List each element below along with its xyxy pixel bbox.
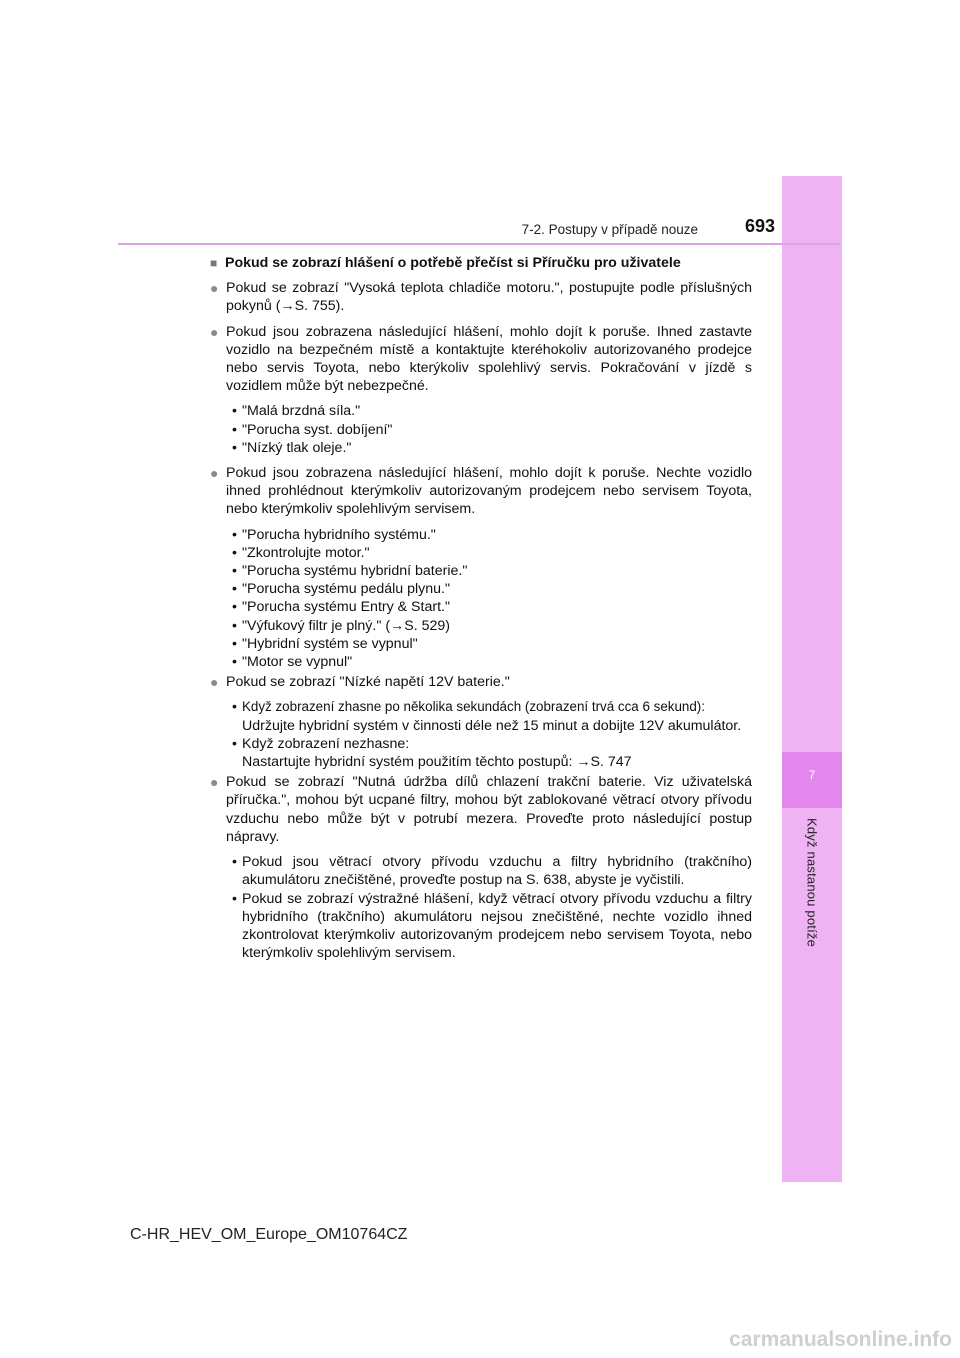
bullet-icon: • [232,890,237,907]
chapter-sidebar [782,176,842,1182]
instruction-action: Udržujte hybridní systém v činnosti déle než 15 minut a dobijte 12V akumulátor. [242,717,742,734]
header-divider [118,243,840,245]
section-heading [210,254,752,272]
circle-bullet-icon: ● [210,674,219,691]
circle-bullet-icon: ● [210,280,219,297]
instruction-item [226,853,752,889]
bullet-icon: • [232,526,237,543]
bullet-icon: • [232,563,237,580]
message-text: "Výfukový filtr je plný." (→S. 529) [242,617,450,634]
list-item-text: Pokud se zobrazí "Nízké napětí 12V baterie." [226,674,510,691]
message-item [226,598,752,616]
list-item-text: Pokud se zobrazí "Vysoká teplota chladiče motoru.", postupujte podle příslušných pokynů (→S. 755). [226,280,752,315]
message-item [226,635,752,653]
message-text: "Porucha syst. dobíjení" [242,421,393,438]
bullet-icon: • [232,403,237,420]
instruction-list [226,698,752,771]
bullet-icon: • [232,439,237,456]
message-item [226,653,752,671]
circle-bullet-icon: ● [210,323,219,340]
message-item [226,526,752,544]
list-item [210,464,752,519]
instruction-condition: Když zobrazení zhasne po několika sekundách (zobrazení trvá cca 6 sekund): [242,699,705,715]
message-list [226,402,752,457]
instruction-text [242,735,752,771]
message-text: "Nízký tlak oleje." [242,439,352,456]
chapter-number: 7 [808,768,816,782]
bullet-icon: • [232,735,237,752]
bullet-icon: • [232,544,237,561]
bullet-icon: • [232,617,237,634]
message-text: "Porucha systému pedálu plynu." [242,581,451,598]
bullet-icon: • [232,654,237,671]
message-item [226,439,752,457]
instruction-text: Pokud jsou větrací otvory přívodu vzduchu a filtry hybridního (trakčního) akumulátoru znečištěné, proveďte postup na S. 638, abyste je vyčistili. [242,854,752,889]
message-text: "Porucha systému hybridní baterie." [242,563,468,580]
message-text: "Hybridní systém se vypnul" [242,635,418,652]
instruction-item [226,735,752,771]
instruction-action: Nastartujte hybridní systém použitím těchto postupů: →S. 747 [242,754,632,771]
list-item [210,323,752,396]
message-list [226,526,752,672]
page-number: 693 [744,216,775,236]
instruction-text: Pokud se zobrazí výstražné hlášení, když větrací otvory přívodu vzduchu a filtry hybridního (trakčního) akumulátoru nejsou znečištěné, nechte vozidlo ihned zkontrolovat kterýmkoliv autorizovaným prodejcem nebo servisem Toyota, nebo kterýmkoliv spolehlivým servisem. [242,890,752,962]
instruction-item [226,698,752,734]
list-item-text: Pokud jsou zobrazena následující hlášení, mohlo dojít k poruše. Nechte vozidlo ihned prohlédnout kterýmkoliv autorizovaným prodejcem nebo servisem Toyota, nebo kterýmkoliv spolehlivým servisem. [226,465,752,518]
bullet-icon: • [232,421,237,438]
message-item [226,562,752,580]
bullet-icon: • [232,854,237,871]
header-section-title: 7-2. Postupy v případě nouze [521,222,698,237]
list-item [210,673,752,691]
bullet-icon: • [232,581,237,598]
chapter-title: Když nastanou potíže [804,818,820,948]
message-text: "Motor se vypnul" [242,654,353,671]
message-item [226,402,752,420]
list-item [210,279,752,315]
section-heading-text: Pokud se zobrazí hlášení o potřebě přečíst si Příručku pro uživatele [225,255,681,271]
instruction-text [242,698,752,734]
list-item [210,773,752,846]
instruction-list [226,853,752,962]
message-item [226,544,752,562]
bullet-icon: • [232,699,237,716]
message-text: "Porucha hybridního systému." [242,526,436,543]
message-item [226,421,752,439]
message-item [226,580,752,598]
circle-bullet-icon: ● [210,465,219,482]
message-text: "Porucha systému Entry & Start." [242,599,450,616]
square-bullet-icon: ■ [210,256,218,270]
circle-bullet-icon: ● [210,774,219,791]
message-text: "Malá brzdná síla." [242,403,361,420]
list-item-text: Pokud se zobrazí "Nutná údržba dílů chlazení trakční baterie. Viz uživatelská příručka.", mohou být ucpané filtry, mohou být zablokované větrací otvory přívodu vzduchu nebo může být v potrubí mezera. Proveďte proto následující postup nápravy. [226,774,752,845]
page-content [210,254,752,962]
message-item [226,617,752,635]
bullet-icon: • [232,635,237,652]
instruction-condition: Když zobrazení nezhasne: [242,735,410,752]
watermark: carmanualsonline.info [729,1328,952,1351]
document-code: C-HR_HEV_OM_Europe_OM10764CZ [130,1226,408,1243]
bullet-icon: • [232,599,237,616]
message-text: "Zkontrolujte motor." [242,544,370,561]
list-item-text: Pokud jsou zobrazena následující hlášení, mohlo dojít k poruše. Ihned zastavte vozidlo na bezpečném místě a kontaktujte kteréhokoliv autorizovaného prodejce nebo servis Toyota, nebo kterýkoliv spolehlivý servis. Pokračování v jízdě s vozidlem může být nebezpečné. [226,323,752,395]
instruction-item [226,890,752,963]
